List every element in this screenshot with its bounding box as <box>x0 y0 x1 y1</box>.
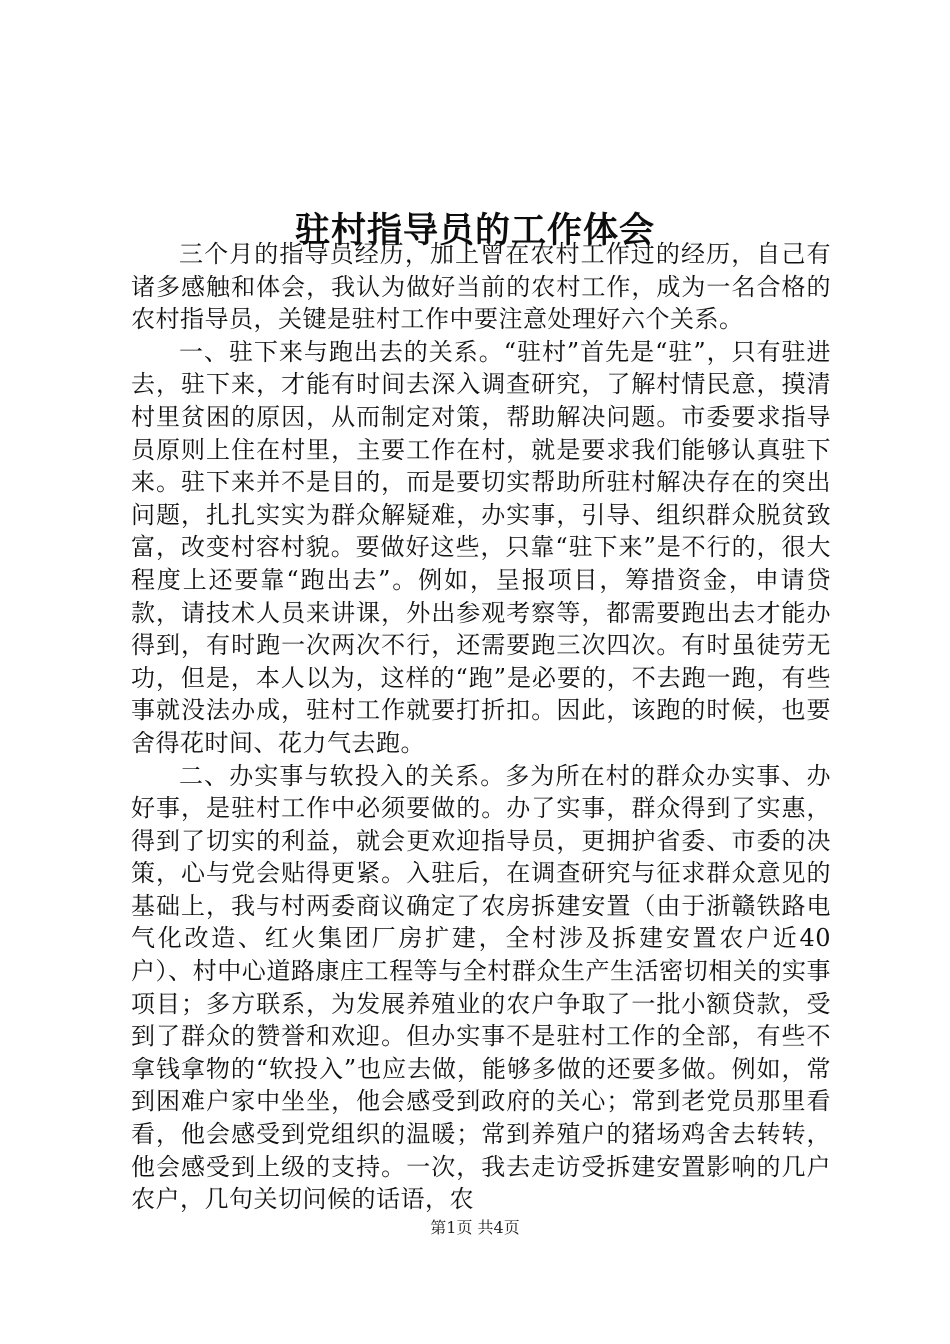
document-title: 驻村指导员的工作体会 <box>294 210 655 252</box>
paragraph-intro: 三个月的指导员经历，加上曾在农村工作过的经历，自己有诸多感触和体会，我认为做好当前的农村工作，成为一名合格的农村指导员，关键是驻村工作中要注意处理好六个关系。 <box>131 240 831 334</box>
paragraph-section-2: 二、办实事与软投入的关系。多为所在村的群众办实事、办好事，是驻村工作中必须要做的。办了实事，群众得到了实惠，得到了切实的利益，就会更欢迎指导员，更拥护省委、市委的决策，心与党会贴得更紧。入驻后，在调查研究与征求群众意见的基础上，我与村两委商议确定了农房拆建安置（由于浙赣铁路电气化改造、红火集团厂房扩建，全村涉及拆建安置农户近40户）、村中心道路康庄工程等与全村群众生产生活密切相关的实事项目；多方联系，为发展养殖业的农户争取了一批小额贷款，受到了群众的赞誉和欢迎。但办实事不是驻村工作的全部，有些不拿钱拿物的“软投入”也应去做，能够多做的还要多做。例如，常到困难户家中坐坐，他会感受到政府的关心；常到老党员那里看看，他会感受到党组织的温暖；常到养殖户的猪场鸡舍去转转，他会感受到上级的支持。一次，我去走访受拆建安置影响的几户农户，几句关切问候的话语，农 <box>131 761 831 1214</box>
document-body <box>131 238 831 1216</box>
paragraph-section-1: 一、驻下来与跑出去的关系。“驻村”首先是“驻”，只有驻进去，驻下来，才能有时间去深入调查研究，了解村情民意，摸清村里贫困的原因，从而制定对策，帮助解决问题。市委要求指导员原则上住在村里，主要工作在村，就是要求我们能够认真驻下来。驻下来并不是目的，而是要切实帮助所驻村解决存在的突出问题，扎扎实实为群众解疑难，办实事，引导、组织群众脱贫致富，改变村容村貌。要做好这些，只靠“驻下来”是不行的，很大程度上还要靠“跑出去”。例如，呈报项目，筹措资金，申请贷款，请技术人员来讲课，外出参观考察等，都需要跑出去才能办得到，有时跑一次两次不行，还需要跑三次四次。有时虽徒劳无功，但是，本人以为，这样的“跑”是必要的，不去跑一跑，有些事就没法办成，驻村工作就要打折扣。因此，该跑的时候，也要舍得花时间、花力气去跑。 <box>131 337 831 757</box>
page-number-footer: 第1页 共4页 <box>430 1218 520 1237</box>
